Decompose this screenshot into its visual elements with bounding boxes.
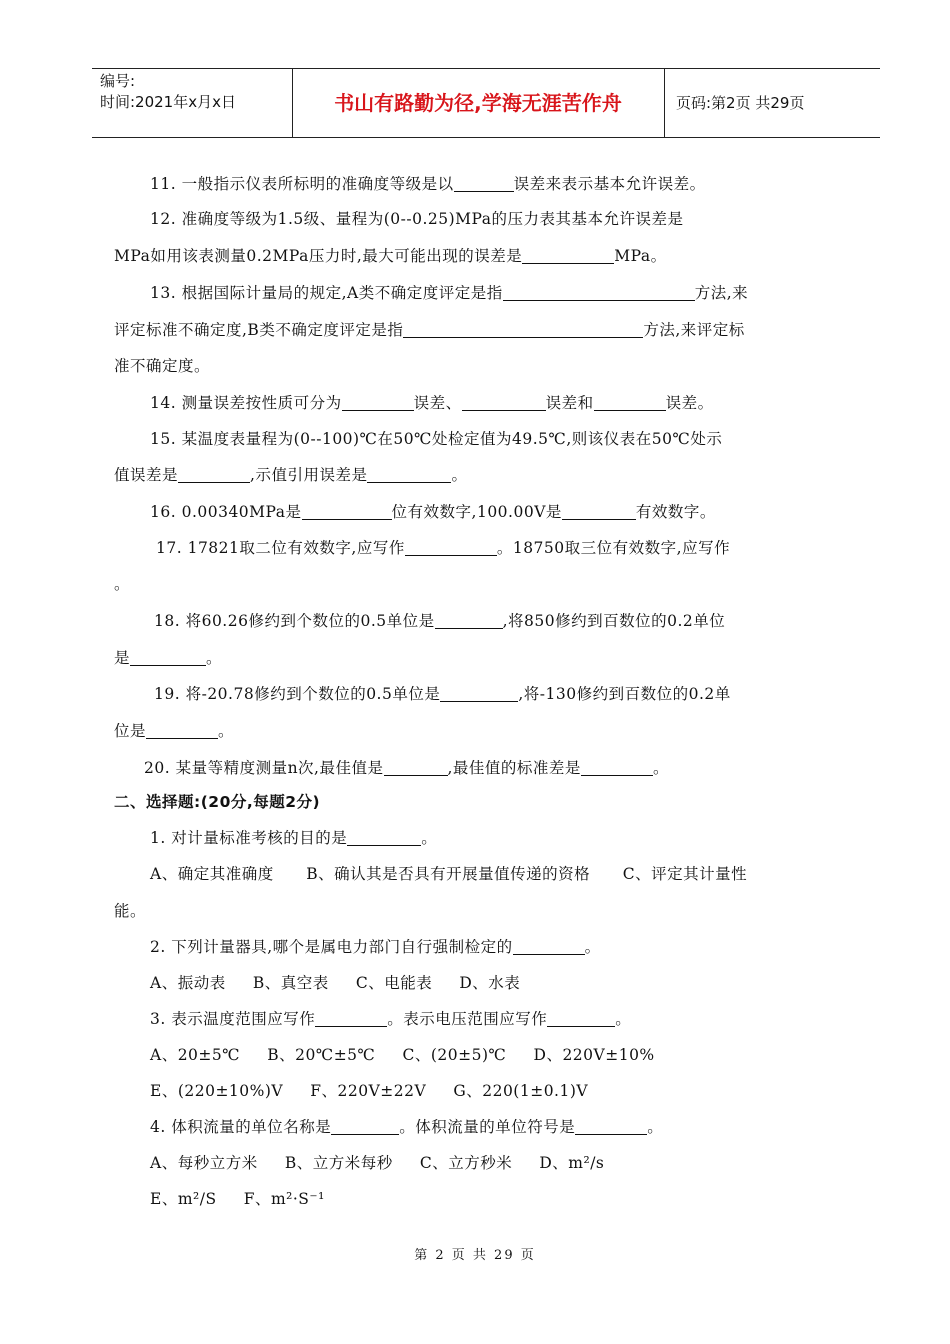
c3-text: 3. 表示温度范围应写作 (150, 1010, 316, 1028)
question-18 (154, 609, 725, 631)
q14-text: 误差。 (665, 394, 714, 412)
page-footer: 第 2 页 共 29 页 (414, 1248, 536, 1263)
c2-text: 2. 下列计量器具,哪个是属电力部门自行强制检定的 (150, 938, 513, 956)
question-20 (144, 756, 669, 778)
choice-4-options-cont: E、m²/S F、m²·S⁻¹ (150, 1190, 325, 1208)
c1-text: 1. 对计量标准考核的目的是 (150, 829, 348, 847)
q19-text: ,将-130修约到百数位的0.2单 (518, 685, 731, 703)
question-13 (150, 281, 748, 303)
q19-text: 位是 (114, 722, 147, 740)
q16-text: 有效数字。 (635, 503, 716, 521)
q18-text: 是 (114, 649, 131, 667)
choice-4 (150, 1115, 663, 1137)
c4-text: 。 (647, 1118, 664, 1136)
q12-text: MPa。 (614, 247, 667, 265)
question-12-line2 (114, 244, 667, 266)
answer-blank[interactable] (503, 285, 695, 302)
answer-blank[interactable] (331, 1119, 399, 1136)
choice-4-options: A、每秒立方米 B、立方米每秒 C、立方秒米 D、m²/s (150, 1154, 605, 1172)
q11-text: 误差来表示基本允许误差。 (513, 175, 706, 193)
choice-2 (150, 935, 601, 957)
answer-blank[interactable] (440, 686, 518, 703)
answer-blank[interactable] (146, 723, 218, 740)
choice-2-options: A、振动表 B、真空表 C、电能表 D、水表 (150, 974, 521, 992)
section-heading-choice: 二、选择题:(20分,每题2分) (114, 793, 321, 811)
q13-text: 13. 根据国际计量局的规定,A类不确定度评定是指 (150, 284, 503, 302)
q12-text: 12. 准确度等级为1.5级、量程为(0--0.25)MPa的压力表其基本允许误差是 (150, 210, 684, 228)
q20-text: ,最佳值的标准差是 (447, 759, 581, 777)
answer-blank[interactable] (547, 1011, 615, 1028)
q15-text: 值误差是 (114, 466, 179, 484)
question-14 (150, 391, 714, 413)
choice-3-options-cont: E、(220±10%)V F、220V±22V G、220(1±0.1)V (150, 1082, 589, 1100)
choice-1-options: A、确定其准确度 B、确认其是否具有开展量值传递的资格 C、评定其计量性 (150, 865, 748, 883)
q15-text: ,示值引用误差是 (250, 466, 368, 484)
answer-blank[interactable] (347, 830, 421, 847)
c4-text: 。体积流量的单位符号是 (399, 1118, 576, 1136)
q18-text: 18. 将60.26修约到个数位的0.5单位是 (154, 612, 435, 630)
header-divider (664, 69, 665, 137)
choice-1 (150, 826, 437, 848)
q18-text: ,将850修约到百数位的0.2单位 (502, 612, 726, 630)
question-19 (154, 682, 731, 704)
answer-blank[interactable] (130, 650, 206, 667)
q17-text: 。18750取三位有效数字,应写作 (496, 539, 731, 557)
c3-text: 。 (615, 1010, 632, 1028)
question-13-line3 (114, 354, 210, 376)
question-12 (150, 207, 684, 229)
choice-1-options-cont: 能。 (114, 902, 147, 920)
answer-blank[interactable] (575, 1119, 647, 1136)
q17-text: 。 (114, 575, 131, 593)
question-15-line2 (114, 463, 467, 485)
q19-text: 。 (218, 722, 235, 740)
q19-text: 19. 将-20.78修约到个数位的0.5单位是 (154, 685, 441, 703)
q14-text: 误差和 (545, 394, 594, 412)
question-17 (156, 536, 730, 558)
answer-blank[interactable] (435, 613, 503, 630)
answer-blank[interactable] (522, 248, 614, 265)
question-17-line2 (114, 572, 130, 594)
q13-text: 方法,来 (694, 284, 749, 302)
q15-text: 15. 某温度表量程为(0--100)℃在50℃处检定值为49.5℃,则该仪表在50℃处示 (150, 430, 723, 448)
q16-text: 位有效数字,100.00V是 (391, 503, 562, 521)
q17-text: 17. 17821取二位有效数字,应写作 (156, 539, 405, 557)
q13-text: 方法,来评定标 (643, 321, 745, 339)
q14-text: 14. 测量误差按性质可分为 (150, 394, 342, 412)
answer-blank[interactable] (342, 395, 414, 412)
q16-text: 16. 0.00340MPa是 (150, 503, 302, 521)
q11-text: 11. 一般指示仪表所标明的准确度等级是以 (150, 175, 454, 193)
answer-blank[interactable] (405, 540, 497, 557)
header-table (92, 68, 880, 138)
c1-text: 。 (421, 829, 438, 847)
answer-blank[interactable] (513, 939, 585, 956)
number-label: 编号: (100, 72, 136, 90)
answer-blank[interactable] (178, 467, 250, 484)
answer-blank[interactable] (562, 504, 636, 521)
c4-text: 4. 体积流量的单位名称是 (150, 1118, 332, 1136)
answer-blank[interactable] (454, 176, 514, 193)
header-motto: 书山有路勤为径,学海无涯苦作舟 (334, 91, 622, 115)
answer-blank[interactable] (367, 467, 451, 484)
answer-blank[interactable] (302, 504, 392, 521)
answer-blank[interactable] (462, 395, 546, 412)
question-11 (150, 172, 706, 194)
question-16 (150, 500, 716, 522)
question-13-line2 (114, 318, 745, 340)
choice-3-options: A、20±5℃ B、20℃±5℃ C、(20±5)℃ D、220V±10% (150, 1046, 655, 1064)
question-18-line2 (114, 646, 222, 668)
choice-3 (150, 1007, 631, 1029)
q18-text: 。 (206, 649, 223, 667)
c3-text: 。表示电压范围应写作 (387, 1010, 548, 1028)
answer-blank[interactable] (315, 1011, 387, 1028)
answer-blank[interactable] (403, 322, 643, 339)
header-page-code: 页码:第2页 共29页 (676, 94, 805, 112)
q20-text: 20. 某量等精度测量n次,最佳值是 (144, 759, 384, 777)
time-label: 时间:2021年x月x日 (100, 93, 236, 111)
question-19-line2 (114, 719, 234, 741)
header-info (100, 71, 290, 113)
q20-text: 。 (652, 759, 669, 777)
answer-blank[interactable] (594, 395, 666, 412)
answer-blank[interactable] (384, 760, 448, 777)
q13-text: 准不确定度。 (114, 357, 211, 375)
q15-text: 。 (451, 466, 468, 484)
q12-text: MPa如用该表测量0.2MPa压力时,最大可能出现的误差是 (114, 247, 523, 265)
c2-text: 。 (584, 938, 601, 956)
question-15 (150, 427, 722, 449)
q13-text: 评定标准不确定度,B类不确定度评定是指 (114, 321, 404, 339)
q14-text: 误差、 (413, 394, 462, 412)
answer-blank[interactable] (581, 760, 653, 777)
